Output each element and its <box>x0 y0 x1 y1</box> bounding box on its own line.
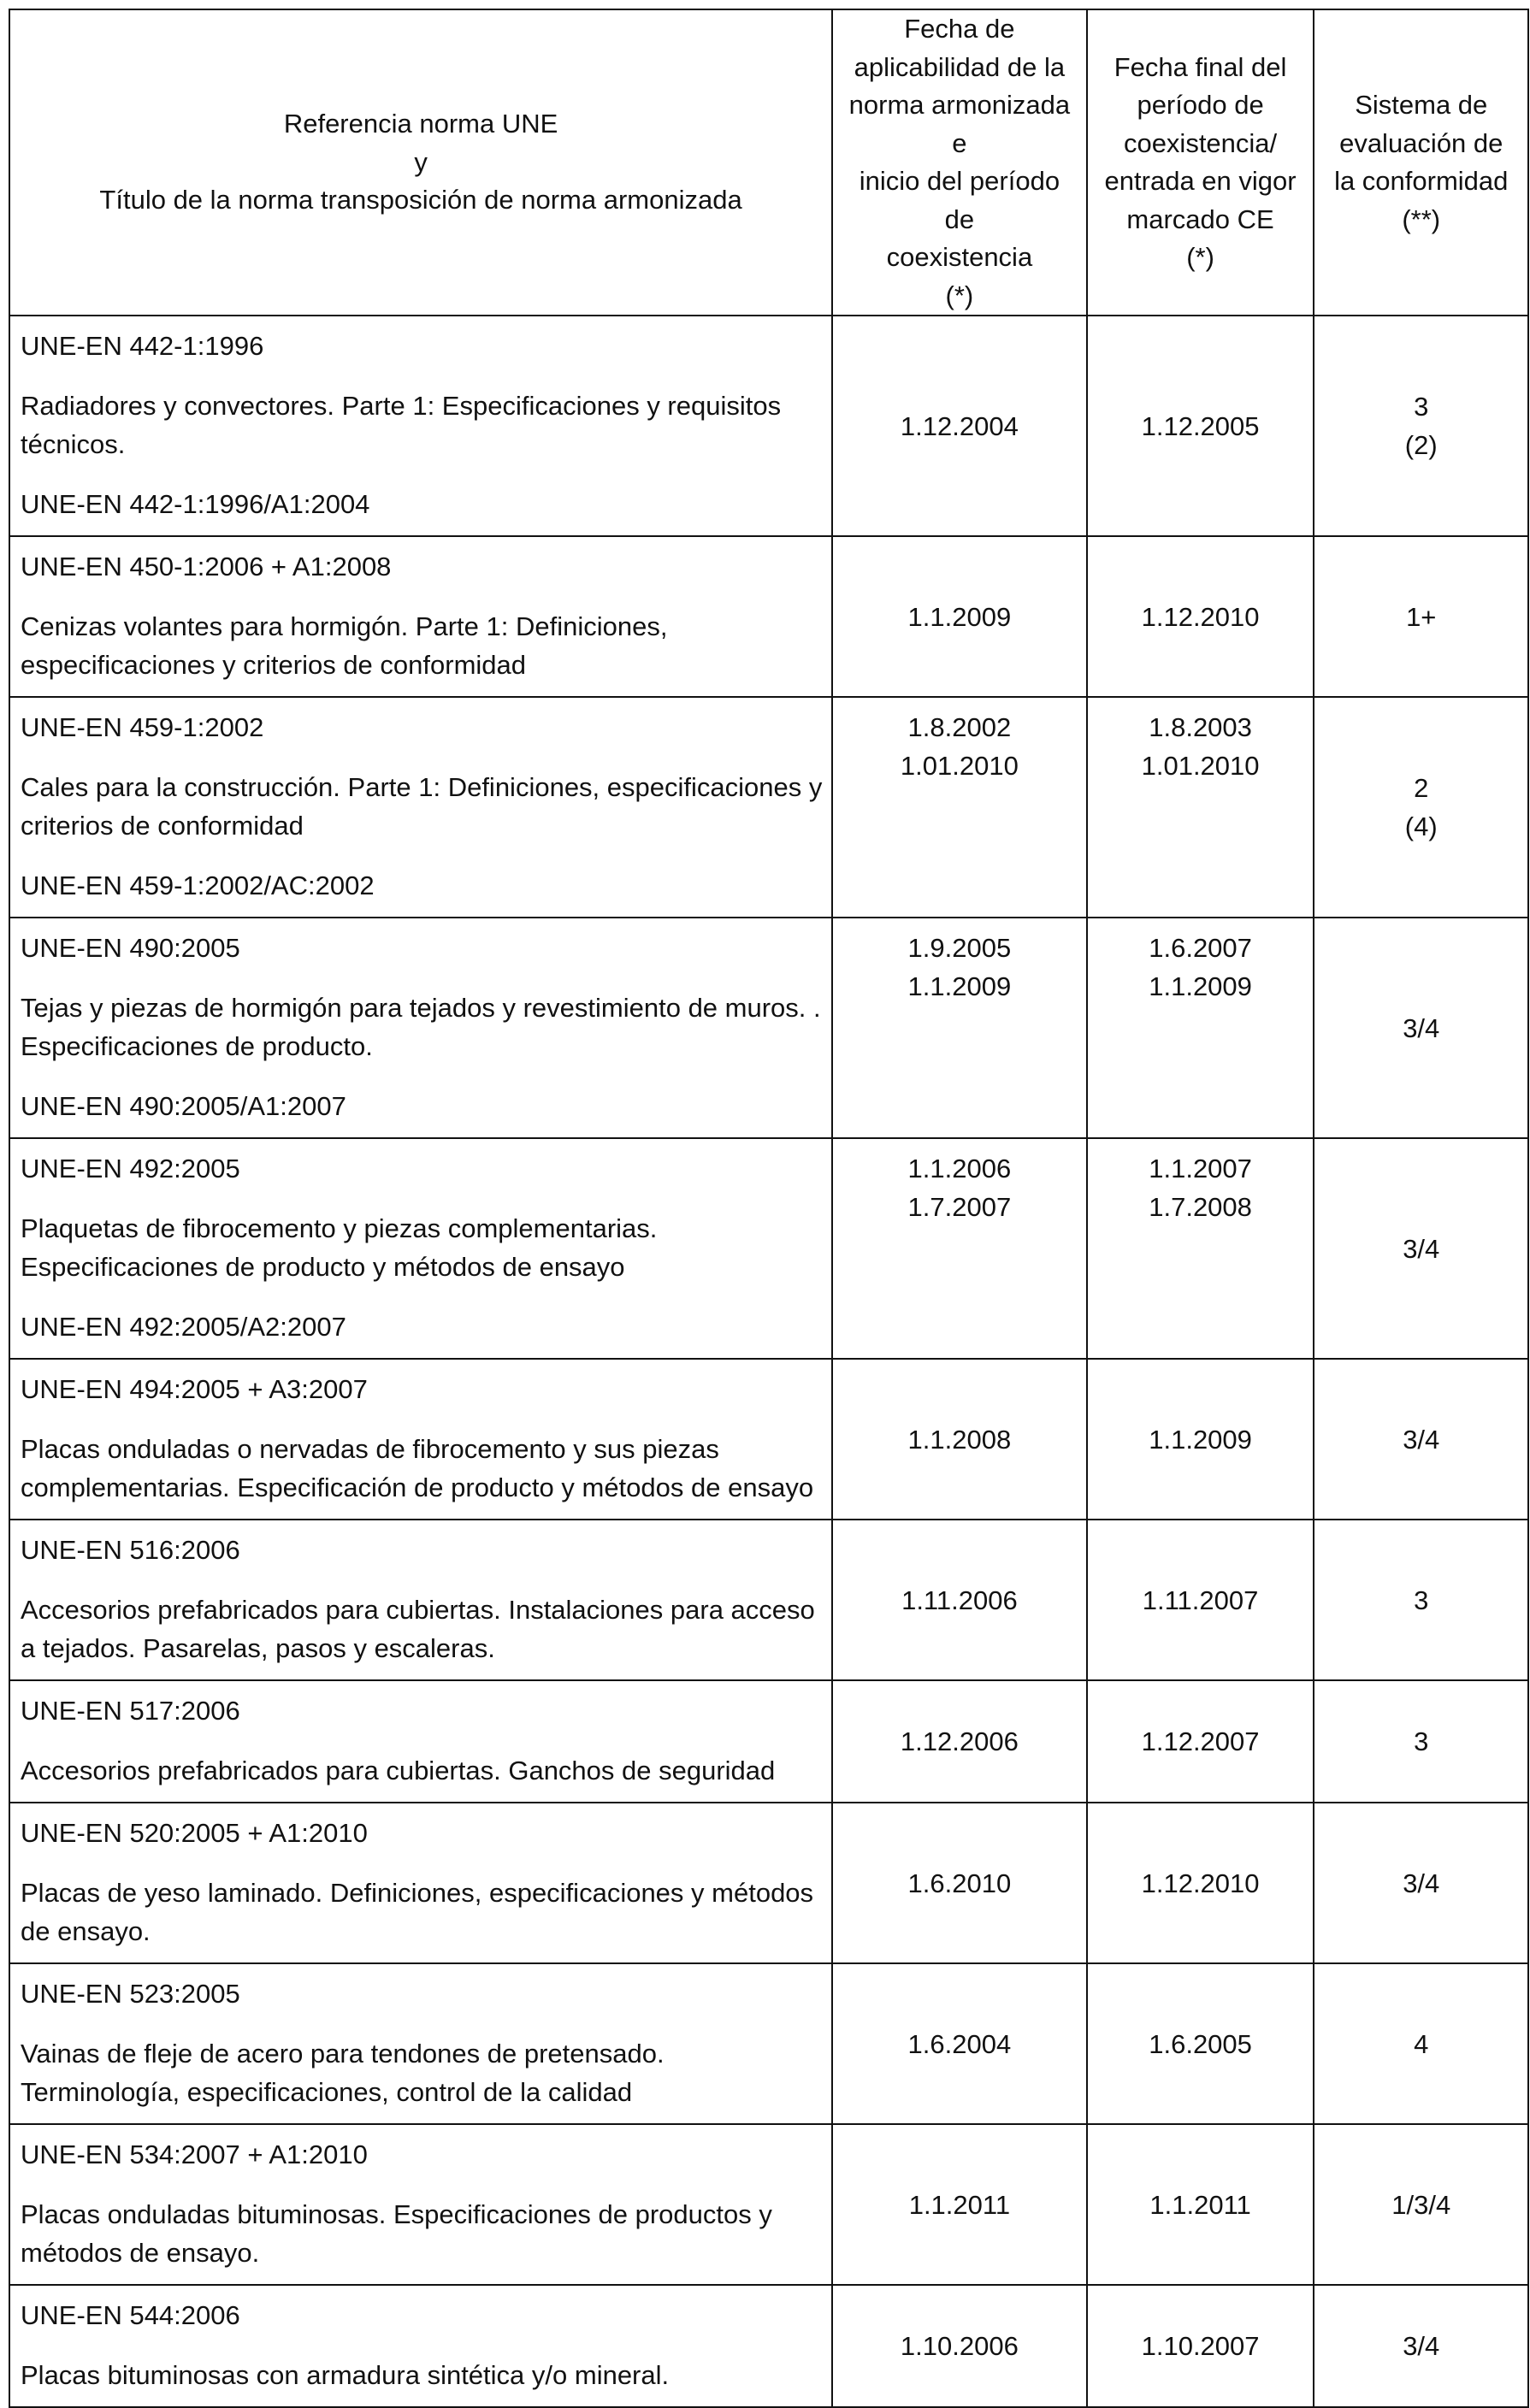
date-value: 1.12.2007 <box>1141 1726 1260 1756</box>
date-stack <box>838 929 1081 1006</box>
end-date-cell <box>1087 1680 1314 1803</box>
date-value: 1.10.2007 <box>1141 2331 1260 2361</box>
standard-title: Cales para la construcción. Parte 1: Definiciones, especificaciones y criterios de conformidad <box>21 772 823 841</box>
date-value: 1.6.2005 <box>1149 2028 1252 2059</box>
header-line: período de <box>1137 90 1264 120</box>
system-value: 3 <box>1414 392 1429 422</box>
header-line: (**) <box>1402 204 1441 234</box>
table-body <box>9 316 1528 2407</box>
standard-title: Radiadores y convectores. Parte 1: Especificaciones y requisitos técnicos. <box>21 391 782 459</box>
header-line: Fecha final del <box>1114 51 1287 82</box>
reference-cell <box>9 1359 832 1520</box>
date-value: 1.1.2007 <box>1149 1154 1252 1183</box>
date-value: 1.12.2010 <box>1141 601 1260 632</box>
amendment-date-value: 1.7.2008 <box>1149 1192 1252 1222</box>
applicability-date-cell <box>832 697 1087 918</box>
standard-title: Accesorios prefabricados para cubiertas. Ganchos de seguridad <box>21 1756 776 1785</box>
header-line: marcado CE <box>1126 204 1274 234</box>
end-date-cell <box>1087 918 1314 1138</box>
date-value: 1.1.2008 <box>907 1424 1012 1455</box>
date-value: 1.1.2009 <box>907 601 1012 632</box>
conformity-system-cell <box>1314 1138 1528 1359</box>
conformity-system-cell <box>1314 1680 1528 1803</box>
header-end-date <box>1087 9 1314 316</box>
reference-cell <box>9 918 832 1138</box>
date-value: 1.6.2010 <box>907 1868 1012 1898</box>
reference-cell <box>9 1803 832 1963</box>
date-value: 1.10.2006 <box>900 2331 1019 2361</box>
standard-code: UNE-EN 442-1:1996 <box>21 331 264 361</box>
applicability-date-cell <box>832 1520 1087 1680</box>
standard-code: UNE-EN 517:2006 <box>21 1696 240 1726</box>
standards-table <box>9 9 1529 2408</box>
amendment-date-value: 1.1.2009 <box>1149 971 1252 1001</box>
end-date-cell <box>1087 2285 1314 2407</box>
standard-title: Plaquetas de fibrocemento y piezas complementarias. Especificaciones de producto y métodos de ensayo <box>21 1213 658 1282</box>
header-line: Fecha de <box>904 14 1015 44</box>
table-row <box>9 1680 1528 1803</box>
system-value: (2) <box>1404 430 1438 460</box>
date-stack <box>1093 929 1308 1006</box>
date-value: 1.6.2007 <box>1149 933 1252 963</box>
table-row <box>9 2285 1528 2407</box>
date-value: 1.6.2004 <box>907 2028 1012 2059</box>
standard-amendment: UNE-EN 459-1:2002/AC:2002 <box>21 871 375 900</box>
date-value: 1.1.2011 <box>1149 2189 1251 2220</box>
header-line: inicio del período de <box>859 166 1060 234</box>
date-value: 1.1.2009 <box>1149 1424 1252 1455</box>
date-value: 1.8.2002 <box>907 712 1012 742</box>
standard-code: UNE-EN 490:2005 <box>21 933 240 963</box>
end-date-cell <box>1087 697 1314 918</box>
end-date-cell <box>1087 1138 1314 1359</box>
applicability-date-cell <box>832 2285 1087 2407</box>
standard-code: UNE-EN 492:2005 <box>21 1154 240 1183</box>
system-value: 3 <box>1414 1585 1429 1615</box>
table-row <box>9 536 1528 697</box>
system-value: 3/4 <box>1403 1424 1440 1455</box>
date-value: 1.11.2006 <box>901 1585 1018 1615</box>
date-value: 1.1.2006 <box>907 1154 1012 1183</box>
system-value: 3/4 <box>1403 1012 1440 1043</box>
standard-title: Placas de yeso laminado. Definiciones, especificaciones y métodos de ensayo. <box>21 1878 814 1946</box>
system-value: 1+ <box>1406 601 1437 632</box>
standard-code: UNE-EN 534:2007 + A1:2010 <box>21 2139 368 2169</box>
header-line: Título de la norma transposición de norma armonizada <box>99 185 742 215</box>
standard-title: Cenizas volantes para hormigón. Parte 1: Definiciones, especificaciones y criterios de conformidad <box>21 611 668 680</box>
table-header <box>9 9 1528 316</box>
standard-code: UNE-EN 459-1:2002 <box>21 712 264 742</box>
applicability-date-cell <box>832 316 1087 536</box>
table-row <box>9 918 1528 1138</box>
standard-title: Vainas de fleje de acero para tendones de pretensado. Terminología, especificaciones, control de la calidad <box>21 2039 665 2107</box>
date-value: 1.9.2005 <box>907 933 1012 963</box>
standard-title: Placas bituminosas con armadura sintética y/o mineral. <box>21 2360 670 2390</box>
header-line: evaluación de <box>1339 127 1503 158</box>
system-value: 2 <box>1414 773 1429 803</box>
date-stack <box>838 1149 1081 1226</box>
end-date-cell <box>1087 1963 1314 2124</box>
table-row <box>9 1963 1528 2124</box>
standard-title: Placas onduladas bituminosas. Especificaciones de productos y métodos de ensayo. <box>21 2199 772 2268</box>
table-row <box>9 697 1528 918</box>
standard-amendment: UNE-EN 442-1:1996/A1:2004 <box>21 489 370 519</box>
date-stack <box>1093 1149 1308 1226</box>
conformity-system-cell <box>1314 1803 1528 1963</box>
end-date-cell <box>1087 2124 1314 2285</box>
reference-cell <box>9 536 832 697</box>
standard-code: UNE-EN 544:2006 <box>21 2300 240 2330</box>
system-value: 1/3/4 <box>1391 2189 1451 2220</box>
amendment-date-value: 1.1.2009 <box>907 971 1012 1001</box>
date-stack <box>1093 708 1308 785</box>
applicability-date-cell <box>832 536 1087 697</box>
end-date-cell <box>1087 316 1314 536</box>
date-value: 1.12.2005 <box>1141 410 1260 441</box>
table-row <box>9 1138 1528 1359</box>
reference-cell <box>9 2285 832 2407</box>
date-value: 1.12.2006 <box>900 1726 1019 1756</box>
header-line: coexistencia/ <box>1123 127 1278 158</box>
header-line: (*) <box>1186 242 1214 272</box>
applicability-date-cell <box>832 918 1087 1138</box>
table-row <box>9 2124 1528 2285</box>
conformity-system-cell <box>1314 1359 1528 1520</box>
conformity-system-cell <box>1314 2285 1528 2407</box>
standard-code: UNE-EN 523:2005 <box>21 1979 240 2009</box>
system-value: 3/4 <box>1403 1868 1440 1898</box>
reference-cell <box>9 316 832 536</box>
header-line: aplicabilidad de la <box>854 51 1066 82</box>
applicability-date-cell <box>832 1963 1087 2124</box>
header-line: norma armonizada e <box>848 90 1071 158</box>
standard-code: UNE-EN 494:2005 + A3:2007 <box>21 1374 368 1404</box>
header-line: entrada en vigor <box>1104 166 1297 196</box>
end-date-cell <box>1087 1803 1314 1963</box>
reference-cell <box>9 2124 832 2285</box>
header-line: (*) <box>945 280 974 310</box>
system-value: 4 <box>1414 2028 1429 2059</box>
standard-title: Accesorios prefabricados para cubiertas. Instalaciones para acceso a tejados. Pasarelas, pasos y escaleras. <box>21 1595 815 1663</box>
applicability-date-cell <box>832 1803 1087 1963</box>
table-row <box>9 1803 1528 1963</box>
date-value: 1.12.2010 <box>1141 1868 1260 1898</box>
amendment-date-value: 1.01.2010 <box>1141 751 1260 781</box>
standard-amendment: UNE-EN 492:2005/A2:2007 <box>21 1312 346 1342</box>
applicability-date-cell <box>832 1680 1087 1803</box>
standard-code: UNE-EN 516:2006 <box>21 1535 240 1565</box>
system-value: 3/4 <box>1403 2331 1440 2361</box>
date-value: 1.1.2011 <box>908 2189 1011 2220</box>
date-value: 1.11.2007 <box>1142 1585 1259 1615</box>
header-line: Sistema de <box>1355 90 1488 120</box>
system-value: 3/4 <box>1403 1233 1440 1264</box>
reference-cell <box>9 1138 832 1359</box>
amendment-date-value: 1.7.2007 <box>907 1192 1012 1222</box>
conformity-system-cell <box>1314 918 1528 1138</box>
conformity-system-cell <box>1314 316 1528 536</box>
standard-code: UNE-EN 520:2005 + A1:2010 <box>21 1818 368 1848</box>
conformity-system-cell <box>1314 697 1528 918</box>
end-date-cell <box>1087 1359 1314 1520</box>
date-value: 1.12.2004 <box>900 410 1019 441</box>
reference-cell <box>9 1963 832 2124</box>
standard-amendment: UNE-EN 490:2005/A1:2007 <box>21 1091 346 1121</box>
end-date-cell <box>1087 536 1314 697</box>
reference-cell <box>9 1520 832 1680</box>
date-value: 1.8.2003 <box>1149 712 1252 742</box>
table-row <box>9 1520 1528 1680</box>
standard-code: UNE-EN 450-1:2006 + A1:2008 <box>21 552 392 581</box>
system-value: 3 <box>1414 1726 1429 1756</box>
header-row <box>9 9 1528 316</box>
table-row <box>9 316 1528 536</box>
header-conformity-system <box>1314 9 1528 316</box>
reference-cell <box>9 1680 832 1803</box>
amendment-date-value: 1.01.2010 <box>900 751 1019 781</box>
header-line: y <box>414 146 428 177</box>
conformity-system-cell <box>1314 1963 1528 2124</box>
end-date-cell <box>1087 1520 1314 1680</box>
header-line: Referencia norma UNE <box>283 109 558 139</box>
date-stack <box>838 708 1081 785</box>
system-value: (4) <box>1404 812 1438 841</box>
header-line: coexistencia <box>886 242 1033 272</box>
conformity-system-cell <box>1314 2124 1528 2285</box>
conformity-system-cell <box>1314 536 1528 697</box>
applicability-date-cell <box>832 1359 1087 1520</box>
header-line: la conformidad <box>1334 166 1509 196</box>
applicability-date-cell <box>832 1138 1087 1359</box>
header-applicability-date <box>832 9 1087 316</box>
conformity-system-cell <box>1314 1520 1528 1680</box>
standard-title: Placas onduladas o nervadas de fibrocemento y sus piezas complementarias. Especificación de producto y métodos de ensayo <box>21 1434 814 1502</box>
header-reference <box>9 9 832 316</box>
standard-title: Tejas y piezas de hormigón para tejados y revestimiento de muros. . Especificaciones de producto. <box>21 993 821 1061</box>
reference-cell <box>9 697 832 918</box>
applicability-date-cell <box>832 2124 1087 2285</box>
table-row <box>9 1359 1528 1520</box>
